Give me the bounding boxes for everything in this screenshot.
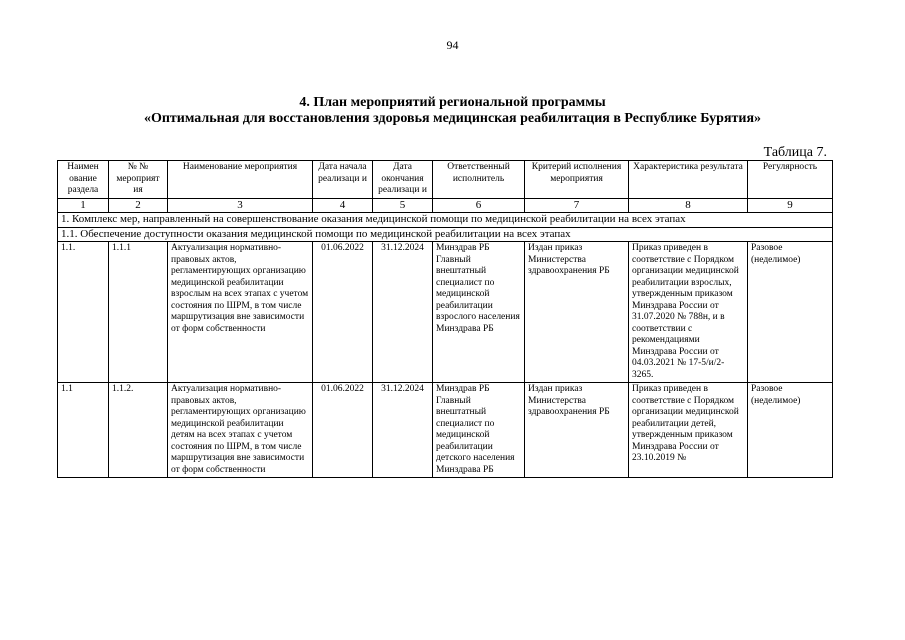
cell-result: Приказ приведен в соответствие с Порядком организации медицинской реабилитации взрослых, утвержденным приказом Минздрава России от 31.07.2020 № 788н, и в соответствии с рекомендациями Минздрава России от 04.03.2021 № 17-5/и/2-3265. [629,242,748,383]
cell-number: 1.1.2. [109,383,168,478]
header-result: Характеристика результата [629,161,748,199]
header-end-date: Дата окончания реализаци и [373,161,433,199]
header-number: № № мероприят ия [109,161,168,199]
cell-start-date: 01.06.2022 [313,242,373,383]
section-heading-1-1: 1.1. Обеспечение доступности оказания медицинской помощи по медицинской реабилитации на всех этапах [58,227,833,242]
cell-regularity: Разовое (неделимое) [748,242,833,383]
cell-number: 1.1.1 [109,242,168,383]
section-row [58,213,833,228]
column-number: 7 [525,198,629,213]
header-name: Наименование мероприятия [168,161,313,199]
column-number: 2 [109,198,168,213]
header-start-date: Дата начала реализаци и [313,161,373,199]
cell-regularity: Разовое (неделимое) [748,383,833,478]
table-row [58,242,833,383]
document-title-line-2: «Оптимальная для восстановления здоровья медицинская реабилитация в Республике Бурятия» [143,111,762,126]
cell-responsible: Минздрав РБ Главный внештатный специалист по медицинской реабилитации взрослого населения Минздрава РБ [433,242,525,383]
section-row [58,227,833,242]
column-number: 1 [58,198,109,213]
header-criterion: Критерий исполнения мероприятия [525,161,629,199]
column-number: 4 [313,198,373,213]
cell-end-date: 31.12.2024 [373,242,433,383]
column-number: 9 [748,198,833,213]
header-responsible: Ответственный исполнитель [433,161,525,199]
plan-table [57,160,833,478]
column-number: 8 [629,198,748,213]
table-row [58,383,833,478]
header-regularity: Регулярность [748,161,833,199]
column-number-row [58,198,833,213]
cell-start-date: 01.06.2022 [313,383,373,478]
cell-result: Приказ приведен в соответствие с Порядком организации медицинской реабилитации детей, утвержденным приказом Минздрава России от 23.10.2019 № [629,383,748,478]
section-heading-1: 1. Комплекс мер, направленный на совершенствование оказания медицинской помощи по медицинской реабилитации на всех этапах [58,213,833,228]
column-number: 3 [168,198,313,213]
cell-section: 1.1. [58,242,109,383]
page-number: 94 [446,38,459,52]
cell-criterion: Издан приказ Министерства здравоохранения РБ [525,383,629,478]
cell-end-date: 31.12.2024 [373,383,433,478]
column-number: 5 [373,198,433,213]
column-number: 6 [433,198,525,213]
cell-responsible: Минздрав РБ Главный внештатный специалист по медицинской реабилитации детского населения Минздрава РБ [433,383,525,478]
cell-section: 1.1 [58,383,109,478]
cell-name: Актуализация нормативно-правовых актов, регламентирующих организацию медицинской реабилитации детям на всех этапах с учетом состояния по ШРМ, в том числе маршрутизация вне зависимости от форм собственности [168,383,313,478]
header-section: Наимен ование раздела [58,161,109,199]
table-label: Таблица 7. [763,145,827,160]
table-header-row [58,161,833,199]
document-title-line-1: 4. План мероприятий региональной программы [299,95,606,110]
cell-criterion: Издан приказ Министерства здравоохранения РБ [525,242,629,383]
cell-name: Актуализация нормативно-правовых актов, регламентирующих организацию медицинской реабилитации взрослым на всех этапах с учетом состояния по ШРМ, в том числе маршрутизация вне зависимости от форм собственности [168,242,313,383]
